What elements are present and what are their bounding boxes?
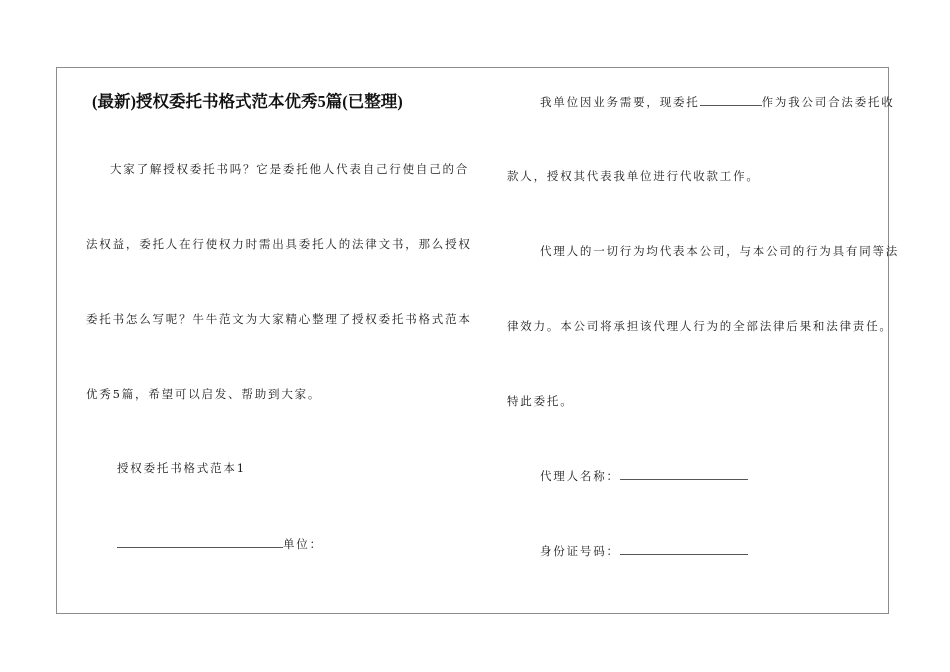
unit-line (117, 536, 323, 552)
right-line-4: 律效力。本公司将承担该代理人行为的全部法律后果和法律责任。 (507, 319, 893, 333)
agent-name-line (540, 468, 748, 484)
right-line-5: 特此委托。 (507, 394, 574, 408)
right-line-3: 代理人的一切行为均代表本公司，与本公司的行为具有同等法 (540, 244, 900, 258)
intro-line-2: 法权益，委托人在行使权力时需出具委托人的法律文书，那么授权 (86, 237, 472, 251)
intro-line-4: 优秀5篇，希望可以启发、帮助到大家。 (86, 387, 322, 401)
id-number-line (540, 543, 748, 559)
agent-name-blank (620, 469, 748, 480)
right-line-2: 款人，授权其代表我单位进行代收款工作。 (507, 169, 760, 183)
id-number-label: 身份证号码： (540, 544, 620, 558)
sample-heading: 授权委托书格式范本1 (117, 461, 246, 475)
unit-label: 单位： (283, 537, 323, 551)
intro-line-1: 大家了解授权委托书吗？它是委托他人代表自己行使自己的合 (110, 162, 470, 176)
id-number-blank (620, 544, 748, 555)
intro-line-3: 委托书怎么写呢？牛牛范文为大家精心整理了授权委托书格式范本 (86, 312, 472, 326)
page-border (56, 67, 889, 614)
right-line-1 (540, 94, 895, 110)
unit-blank (117, 537, 283, 548)
document-title: (最新)授权委托书格式范本优秀5篇(已整理) (92, 92, 403, 111)
right-line-1-a: 我单位因业务需要，现委托 (540, 95, 700, 109)
agent-name-label: 代理人名称： (540, 469, 620, 483)
delegate-blank (700, 95, 762, 106)
right-line-1-b: 作为我公司合法委托收 (761, 95, 895, 109)
